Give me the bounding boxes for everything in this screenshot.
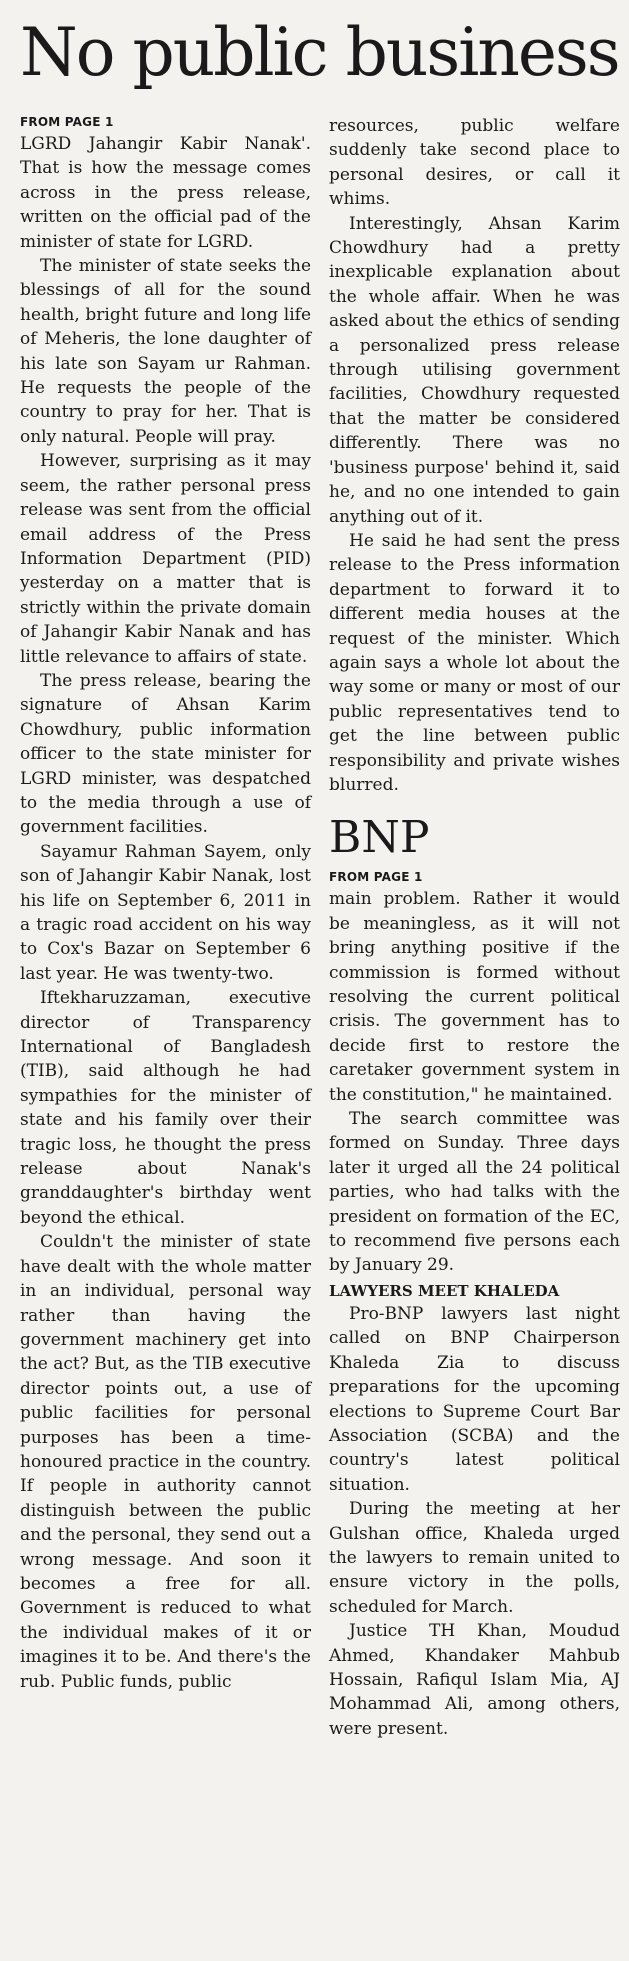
paragraph: Sayamur Rahman Sayem, only son of Jahangir Kabir Nanak, lost his life on September 6, 2011 in a tragic road accident on his way to Cox's Bazar on September 6 last year. He was twenty-two. xyxy=(20,841,311,984)
bnp-headline: BNP xyxy=(329,812,430,864)
headline: No public business xyxy=(20,14,619,91)
paragraph: During the meeting at her Gulshan office, Khaleda urged the lawyers to remain united to ensure victory in the polls, scheduled for March. xyxy=(329,1499,620,1617)
bnp-dateline: FROM PAGE 1 xyxy=(329,870,423,885)
paragraph: Couldn't the minister of state have dealt with the whole matter in an individual, personal way rather than having the government machinery get into the act? But, as the TIB executive director points out, a use of public facilities for personal purposes has been a time-honoured practice in the country. If people in authority cannot distinguish between the public and the personal, they send out a wrong message. And soon it becomes a free for all. Government is reduced to what the individual makes of it or imagines it to be. And there's the rub. Public funds, public xyxy=(20,1232,311,1692)
paragraph: main problem. Rather it would be meaningless, as it will not bring anything positive if the commission is formed without resolving the current political crisis. The government has to decide first to restore the caretaker government system in the constitution," he maintained. xyxy=(329,889,620,1105)
paragraph: The search committee was formed on Sunday. Three days later it urged all the 24 political parties, who had talks with the president on formation of the EC, to recommend five persons each by January 29. xyxy=(329,1109,620,1276)
right-column xyxy=(329,114,620,1741)
paragraph: Pro-BNP lawyers last night called on BNP Chairperson Khaleda Zia to discuss preparations for the upcoming elections to Supreme Court Bar Association (SCBA) and the country's latest political situation. xyxy=(329,1303,620,1495)
paragraph: Justice TH Khan, Moudud Ahmed, Khandaker Mahbub Hossain, Rafiqul Islam Mia, AJ Mohammad Ali, among others, were present. xyxy=(329,1621,620,1739)
dateline: FROM PAGE 1 xyxy=(20,115,114,129)
article-columns xyxy=(20,114,621,1741)
paragraph: The press release, bearing the signature of Ahsan Karim Chowdhury, public information officer to the state minister for LGRD minister, was despatched to the media through a use of government facilities. xyxy=(20,670,311,838)
left-column xyxy=(20,114,311,1741)
paragraph: The minister of state seeks the blessings of all for the sound health, bright future and long life of Meheris, the lone daughter of his late son Sayam ur Rahman. He requests the people of the country to pray for her. That is only natural. People will pray. xyxy=(20,256,311,447)
paragraph: However, surprising as it may seem, the rather personal press release was sent from the official email address of the Press Information Department (PID) yesterday on a matter that is strictly within the private domain of Jahangir Kabir Nanak and has little relevance to affairs of state. xyxy=(20,451,311,667)
paragraph: resources, public welfare suddenly take second place to personal desires, or call it whims. xyxy=(329,116,620,210)
paragraph: LGRD Jahangir Kabir Nanak'. That is how the message comes across in the press release, written on the official pad of the minister of state for LGRD. xyxy=(20,134,311,252)
paragraph: He said he had sent the press release to the Press information department to forward it to different media houses at the request of the minister. Which again says a whole lot about the way some or many or most of our public representatives tend to get the line between public responsibility and private wishes blurred. xyxy=(329,530,620,795)
paragraph: Iftekharuzzaman, executive director of Transparency International of Bangladesh (TIB), said although he had sympathies for the minister of state and his family over their tragic loss, he thought the press release about Nanak's granddaughter's birthday went beyond the ethical. xyxy=(20,988,311,1228)
section-subhead: LAWYERS MEET KHALEDA xyxy=(329,1281,560,1300)
paragraph: Interestingly, Ahsan Karim Chowdhury had a pretty inexplicable explanation about the whole affair. When he was asked about the ethics of sending a personalized press release through utilising government facilities, Chowdhury requested that the matter be considered differently. There was no 'business purpose' behind it, said he, and no one intended to gain anything out of it. xyxy=(329,213,620,527)
